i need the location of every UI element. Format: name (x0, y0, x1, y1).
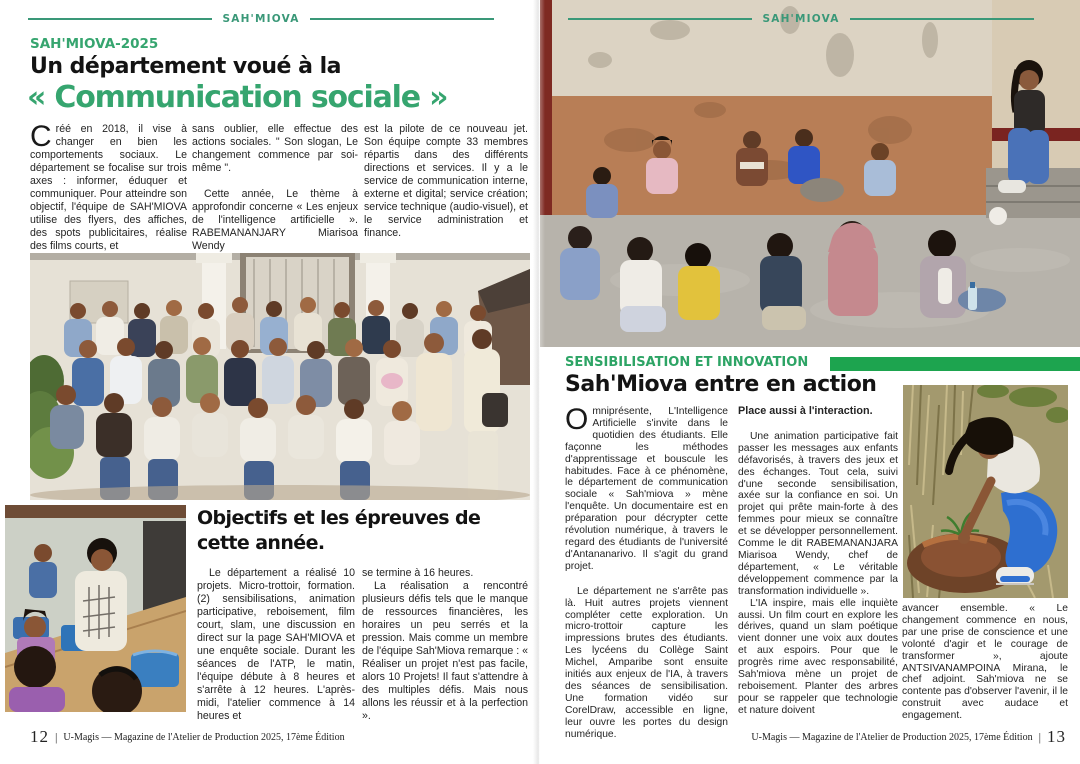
tree-planting-photo (903, 385, 1068, 598)
page-number: 13 (1047, 727, 1066, 746)
article-kicker: SAH'MIOVA-2025 (30, 36, 159, 52)
team-group-photo (30, 253, 530, 500)
objectifs-column-1 (197, 567, 355, 723)
footer-text: U-Magis — Magazine de l'Atelier de Production 2025, 17ème Édition (751, 731, 1033, 743)
paragraph: avancer ensemble. « Le changement commence en nous, par une prise de conscience et une volonté d'agir et le courage de transformer », ajoute ANTSIVANAMPOINA Mirana, le chef adjoint. Sah'miova ne se contente pas d'observer l'avenir, il le construit avec audace et engagement. (902, 603, 1068, 722)
footer-left (30, 727, 345, 747)
intro-column-2 (192, 123, 358, 253)
page-number: 12 (30, 727, 49, 746)
section-rule-header (28, 13, 494, 25)
magazine-page-right (540, 0, 1080, 764)
rule-line-right (310, 18, 494, 20)
paragraph: Omniprésente, L'Intelligence Artificielle s'invite dans le quotidien des étudiants. Elle façonne les méthodes d'apprentissage et bouscule les habitudes. Face à ce phénomène, le département de communication sociale « Sah'miova » mène l'enquête. Un documentaire est en préparation pour décrypter cette révolution numérique, à travers le regard des étudiants de l'université d'Antananarivo. Il s'agit du grand projet. (565, 403, 728, 572)
paragraph: sans oublier, elle effectue des actions sociales. " Son slogan, Le changement commence par soi-même ". (192, 123, 358, 174)
paragraph: Le département a réalisé 10 projets. Micro-trottoir, formation. (2) sensibilisations, animation participative, reboisement, film court, slam, une discussion en direct sur la page SAH'MIOVA et une enquête sociale. Durant les séances de l'ATP, le matin, l'équipe débute à 8 heures et s'arrête à 12 heures. L'après- midi, l'atelier commence à 14 heures et (197, 567, 355, 722)
footer-separator: | (55, 729, 58, 744)
paragraph: Une animation participative fait passer les messages aux enfants défavorisés, à travers des jeux et des échanges. Tout cela, suivi d'une seconde sensibilisation, axée sur la confiance en soi. Un projet qui prête main-forte à des femmes pour mieux se connaître et se développer personnellement. Comme le dit RABEMANANJARA Miarisoa Wendy, chef de département, « Le véritable développement commence par la transformation individuelle ». (738, 430, 898, 597)
article-kicker: SENSIBILISATION ET INNOVATION (565, 355, 809, 370)
objectifs-heading: Objectifs et les épreuves de cette année. (197, 507, 481, 554)
paragraph: Créé en 2018, il vise à changer en bien les comportements sociaux. Le département se focalise sur trois axes : informer, éduquer et communiquer. Pour atteindre son objectif, l'équipe de SAH'MIOVA utilise des flyers, des affiches, des spots publicitaires, réalise des films courts, et (30, 120, 187, 252)
paragraph: se termine à 16 heures. (362, 567, 474, 579)
column-subheading: Place aussi à l'interaction. (738, 405, 873, 417)
paragraph: L'IA inspire, mais elle inquiète aussi. Un film court en explore les dérives, quand un slam poétique vient donner une voix aux doutes et aux espoirs. Pour que le progrès rime avec responsabilité, Sah'miova mène un projet de reboisement. Planter des arbres pour se rappeler que technologie et nature doivent (738, 597, 898, 716)
footer-separator: | (1038, 729, 1041, 744)
rule-line-left (568, 18, 752, 20)
intro-column-3 (364, 123, 528, 240)
rule-line-right (850, 18, 1034, 20)
section-label: SAH'MIOVA (762, 13, 840, 25)
paragraph: Cette année, Le thème à approfondir concerne « Les enjeux de l'intelligence artificielle ». RABEMANANJARY Miarisoa Wendy (192, 188, 358, 252)
paragraph: La réalisation a rencontré plusieurs défis tels que le manque de ressources financières, les horaires un peu serrés et la pression. Mais comme un membre de l'équipe Sah'Miova remarque : « Réaliser un projet n'est pas facile, alors 10 Projets! Il faut s'attendre à des multiples défis. Mais nous allons les réussir et à la perfection ». (362, 580, 528, 722)
rule-line-left (28, 18, 212, 20)
article-column-2 (738, 406, 898, 717)
section-rule-header (568, 13, 1034, 25)
green-accent-bar (830, 357, 1080, 371)
paragraph: Le département ne s'arrête pas là. Huit autres projets viennent compléter cette exploration. Un micro-trottoir capture les impressions brutes des étudiants. Les lycéens du Collège Saint Michel, Amparibe sont ensuite initiés aux enjeux de l'IA, à travers des séances de sensibilisation. Une formation vidéo sur CorelDraw, accessible en ligne, leur ouvre les portes du design numérique. (565, 585, 728, 740)
article-column-3 (902, 603, 1068, 722)
footer-text: U-Magis — Magazine de l'Atelier de Production 2025, 17ème Édition (63, 731, 345, 743)
footer-right (751, 727, 1066, 747)
article-title-line1: Un département voué à la (30, 54, 342, 79)
intro-column-1 (30, 120, 187, 253)
paragraph: est la pilote de ce nouveau jet. Son équipe compte 33 membres répartis dans des différents directions et services. Il y a le service de communication interne, externe et digital; service création; service technique (audio-visuel), et le service administration et finance. (364, 123, 528, 239)
article-title: Sah'Miova entre en action (565, 372, 877, 397)
children-circle-photo (540, 0, 1080, 347)
article-title-line2: « Communication sociale » (27, 80, 448, 115)
objectifs-column-2 (362, 567, 528, 723)
classroom-activity-photo (5, 505, 186, 712)
section-label: SAH'MIOVA (222, 13, 300, 25)
article-column-1 (565, 403, 728, 740)
